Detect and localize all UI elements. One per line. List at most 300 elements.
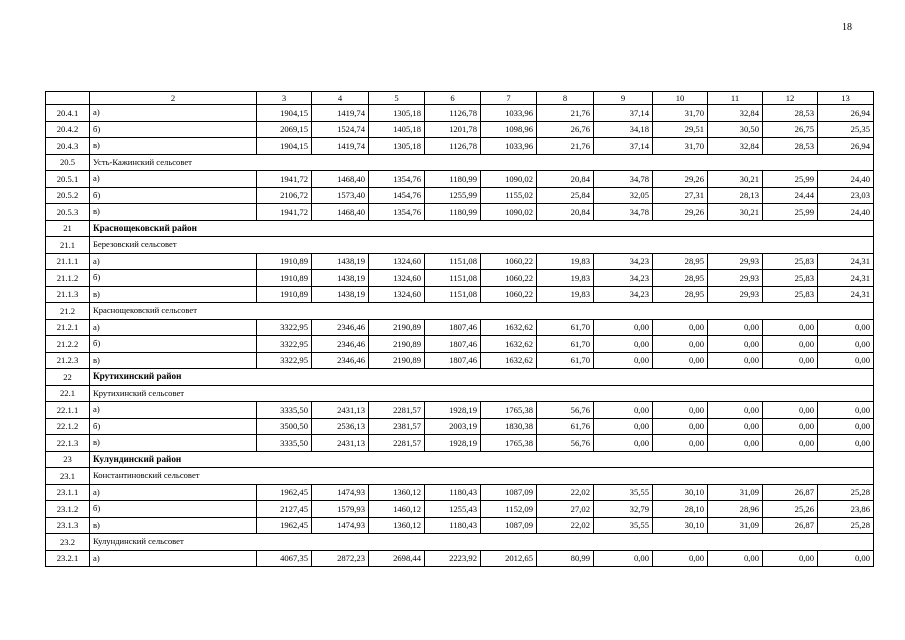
row-number: 21.1.3 [46,286,90,303]
value-cell: 34,78 [594,204,653,221]
value-cell: 26,87 [763,517,818,534]
council-row [46,385,874,402]
value-cell: 30,10 [653,517,708,534]
row-number: 20.4.1 [46,105,90,122]
table-body [46,92,874,567]
value-cell: 2281,57 [369,402,425,419]
council-row [46,237,874,254]
row-number: 23.1.2 [46,501,90,518]
value-cell: 2127,45 [257,501,312,518]
value-cell: 2190,89 [369,336,425,353]
row-number: 20.5 [46,154,90,171]
value-cell: 1468,40 [312,204,369,221]
value-cell: 1180,43 [425,517,481,534]
value-cell: 3335,50 [257,435,312,452]
row-label: а) [90,253,257,270]
row-number: 21.2 [46,303,90,320]
value-cell: 29,93 [708,253,763,270]
value-cell: 37,14 [594,105,653,122]
value-cell: 1060,22 [481,253,537,270]
value-cell: 1765,38 [481,402,537,419]
table-row [46,270,874,287]
council-title: Усть-Кажинский сельсовет [90,154,874,171]
table-row [46,204,874,221]
row-number: 22.1.1 [46,402,90,419]
row-label: в) [90,204,257,221]
row-number: 22.1 [46,385,90,402]
row-label: а) [90,319,257,336]
value-cell: 80,99 [537,550,594,567]
value-cell: 0,00 [653,550,708,567]
value-cell: 1255,99 [425,187,481,204]
value-cell: 1180,43 [425,484,481,501]
value-cell: 1632,62 [481,352,537,369]
value-cell: 0,00 [594,336,653,353]
value-cell: 0,00 [594,550,653,567]
value-cell: 1087,09 [481,517,537,534]
value-cell: 31,70 [653,105,708,122]
value-cell: 0,00 [594,435,653,452]
table-row [46,286,874,303]
table-row [46,171,874,188]
value-cell: 1060,22 [481,270,537,287]
value-cell: 0,00 [708,435,763,452]
value-cell: 1324,60 [369,270,425,287]
table-row [46,501,874,518]
value-cell: 0,00 [818,402,874,419]
row-label: а) [90,402,257,419]
value-cell: 29,51 [653,121,708,138]
value-cell: 0,00 [818,319,874,336]
value-cell: 32,79 [594,501,653,518]
table-row [46,253,874,270]
value-cell: 1460,12 [369,501,425,518]
row-number: 21.1.1 [46,253,90,270]
district-row [46,369,874,386]
value-cell: 1573,40 [312,187,369,204]
value-cell: 1324,60 [369,253,425,270]
value-cell: 1060,22 [481,286,537,303]
value-cell: 29,26 [653,171,708,188]
value-cell: 2012,65 [481,550,537,567]
header-row [46,92,874,105]
value-cell: 26,94 [818,138,874,155]
value-cell: 1155,02 [481,187,537,204]
row-label: а) [90,484,257,501]
row-number: 22 [46,369,90,386]
value-cell: 25,83 [763,286,818,303]
table-row [46,105,874,122]
header-cell: 7 [481,92,537,105]
value-cell: 20,84 [537,171,594,188]
value-cell: 2346,46 [312,336,369,353]
value-cell: 0,00 [653,418,708,435]
value-cell: 35,55 [594,484,653,501]
value-cell: 27,31 [653,187,708,204]
value-cell: 28,10 [653,501,708,518]
council-title: Березовский сельсовет [90,237,874,254]
value-cell: 56,76 [537,402,594,419]
value-cell: 1090,02 [481,171,537,188]
value-cell: 24,31 [818,286,874,303]
value-cell: 25,83 [763,253,818,270]
value-cell: 0,00 [818,435,874,452]
value-cell: 4067,35 [257,550,312,567]
value-cell: 2190,89 [369,319,425,336]
value-cell: 19,83 [537,253,594,270]
value-cell: 24,44 [763,187,818,204]
value-cell: 34,23 [594,253,653,270]
value-cell: 0,00 [763,336,818,353]
value-cell: 0,00 [708,418,763,435]
value-cell: 28,95 [653,270,708,287]
value-cell: 30,50 [708,121,763,138]
value-cell: 29,93 [708,286,763,303]
value-cell: 0,00 [708,550,763,567]
value-cell: 1354,76 [369,204,425,221]
value-cell: 1632,62 [481,319,537,336]
council-row [46,303,874,320]
table-row [46,517,874,534]
value-cell: 1454,76 [369,187,425,204]
table-row [46,187,874,204]
value-cell: 1910,89 [257,286,312,303]
value-cell: 3322,95 [257,336,312,353]
value-cell: 1438,19 [312,286,369,303]
row-number: 23.2.1 [46,550,90,567]
value-cell: 24,31 [818,270,874,287]
value-cell: 28,13 [708,187,763,204]
value-cell: 2003,19 [425,418,481,435]
header-cell: 12 [763,92,818,105]
value-cell: 1438,19 [312,253,369,270]
value-cell: 1419,74 [312,105,369,122]
row-number: 20.4.2 [46,121,90,138]
value-cell: 0,00 [763,418,818,435]
value-cell: 26,94 [818,105,874,122]
table-row [46,138,874,155]
page-number: 18 [842,22,852,33]
value-cell: 25,35 [818,121,874,138]
value-cell: 24,31 [818,253,874,270]
value-cell: 0,00 [653,402,708,419]
value-cell: 0,00 [708,319,763,336]
row-label: а) [90,550,257,567]
value-cell: 1405,18 [369,121,425,138]
row-label: б) [90,121,257,138]
value-cell: 3322,95 [257,319,312,336]
value-cell: 1033,96 [481,138,537,155]
row-label: б) [90,336,257,353]
value-cell: 0,00 [594,319,653,336]
value-cell: 2346,46 [312,319,369,336]
district-title: Краснощековский район [90,220,874,237]
value-cell: 31,09 [708,484,763,501]
value-cell: 19,83 [537,286,594,303]
table-row [46,418,874,435]
value-cell: 2872,23 [312,550,369,567]
value-cell: 1152,09 [481,501,537,518]
header-cell: 2 [90,92,257,105]
table-row [46,319,874,336]
tariff-table [45,91,874,567]
table-row [46,550,874,567]
header-cell: 4 [312,92,369,105]
value-cell: 25,83 [763,270,818,287]
row-label: в) [90,435,257,452]
value-cell: 3322,95 [257,352,312,369]
value-cell: 0,00 [763,402,818,419]
value-cell: 2106,72 [257,187,312,204]
header-cell: 11 [708,92,763,105]
value-cell: 0,00 [708,336,763,353]
row-number: 22.1.2 [46,418,90,435]
row-number: 21.1.2 [46,270,90,287]
district-title: Кулундинский район [90,451,874,468]
value-cell: 0,00 [594,402,653,419]
council-title: Крутихинский сельсовет [90,385,874,402]
value-cell: 28,53 [763,105,818,122]
council-row [46,534,874,551]
value-cell: 35,55 [594,517,653,534]
row-label: а) [90,105,257,122]
value-cell: 2536,13 [312,418,369,435]
value-cell: 61,70 [537,319,594,336]
value-cell: 1438,19 [312,270,369,287]
value-cell: 26,75 [763,121,818,138]
value-cell: 32,05 [594,187,653,204]
value-cell: 1910,89 [257,270,312,287]
value-cell: 1033,96 [481,105,537,122]
value-cell: 32,84 [708,105,763,122]
table-row [46,121,874,138]
value-cell: 2281,57 [369,435,425,452]
value-cell: 25,28 [818,517,874,534]
value-cell: 1098,96 [481,121,537,138]
value-cell: 30,21 [708,204,763,221]
row-label: в) [90,138,257,155]
header-cell: 9 [594,92,653,105]
value-cell: 1360,12 [369,484,425,501]
row-number: 20.5.2 [46,187,90,204]
value-cell: 0,00 [708,352,763,369]
value-cell: 56,76 [537,435,594,452]
value-cell: 20,84 [537,204,594,221]
value-cell: 1151,08 [425,286,481,303]
header-cell-empty [46,92,90,105]
value-cell: 1962,45 [257,517,312,534]
row-number: 21.2.3 [46,352,90,369]
value-cell: 22,02 [537,517,594,534]
value-cell: 3500,50 [257,418,312,435]
row-number: 21.2.2 [46,336,90,353]
row-number: 23.2 [46,534,90,551]
value-cell: 23,86 [818,501,874,518]
value-cell: 1904,15 [257,105,312,122]
value-cell: 0,00 [763,319,818,336]
value-cell: 30,10 [653,484,708,501]
value-cell: 23,03 [818,187,874,204]
header-cell: 10 [653,92,708,105]
value-cell: 25,99 [763,204,818,221]
value-cell: 1126,78 [425,138,481,155]
value-cell: 25,84 [537,187,594,204]
table-row [46,484,874,501]
value-cell: 21,76 [537,138,594,155]
row-label: б) [90,187,257,204]
value-cell: 34,78 [594,171,653,188]
value-cell: 0,00 [763,352,818,369]
row-number: 21 [46,220,90,237]
row-label: б) [90,418,257,435]
value-cell: 1255,43 [425,501,481,518]
header-cell: 13 [818,92,874,105]
value-cell: 1151,08 [425,253,481,270]
value-cell: 28,96 [708,501,763,518]
row-label: б) [90,270,257,287]
value-cell: 61,76 [537,418,594,435]
district-title: Крутихинский район [90,369,874,386]
value-cell: 0,00 [653,336,708,353]
value-cell: 27,02 [537,501,594,518]
value-cell: 0,00 [818,550,874,567]
value-cell: 1807,46 [425,336,481,353]
value-cell: 26,87 [763,484,818,501]
value-cell: 1579,93 [312,501,369,518]
value-cell: 1904,15 [257,138,312,155]
value-cell: 30,21 [708,171,763,188]
row-label: б) [90,501,257,518]
row-number: 20.5.3 [46,204,90,221]
table-row [46,352,874,369]
value-cell: 1305,18 [369,138,425,155]
value-cell: 25,26 [763,501,818,518]
value-cell: 29,26 [653,204,708,221]
value-cell: 1360,12 [369,517,425,534]
value-cell: 2381,57 [369,418,425,435]
value-cell: 0,00 [763,435,818,452]
value-cell: 34,23 [594,270,653,287]
row-number: 23.1.1 [46,484,90,501]
table-row [46,336,874,353]
value-cell: 28,95 [653,253,708,270]
value-cell: 1807,46 [425,319,481,336]
value-cell: 34,23 [594,286,653,303]
header-cell: 8 [537,92,594,105]
value-cell: 1474,93 [312,484,369,501]
value-cell: 1324,60 [369,286,425,303]
value-cell: 3335,50 [257,402,312,419]
value-cell: 0,00 [818,336,874,353]
row-number: 20.4.3 [46,138,90,155]
value-cell: 1354,76 [369,171,425,188]
value-cell: 61,70 [537,352,594,369]
district-row [46,451,874,468]
header-cell: 6 [425,92,481,105]
value-cell: 24,40 [818,171,874,188]
value-cell: 32,84 [708,138,763,155]
value-cell: 0,00 [653,319,708,336]
value-cell: 1087,09 [481,484,537,501]
value-cell: 1305,18 [369,105,425,122]
value-cell: 28,53 [763,138,818,155]
row-number: 23.1 [46,468,90,485]
value-cell: 21,76 [537,105,594,122]
value-cell: 2346,46 [312,352,369,369]
row-label: а) [90,171,257,188]
row-number: 21.1 [46,237,90,254]
council-title: Константиновский сельсовет [90,468,874,485]
value-cell: 2431,13 [312,402,369,419]
value-cell: 2190,89 [369,352,425,369]
district-row [46,220,874,237]
value-cell: 31,09 [708,517,763,534]
value-cell: 1090,02 [481,204,537,221]
row-number: 22.1.3 [46,435,90,452]
value-cell: 19,83 [537,270,594,287]
value-cell: 1941,72 [257,171,312,188]
value-cell: 1419,74 [312,138,369,155]
value-cell: 1468,40 [312,171,369,188]
council-title: Краснощековский сельсовет [90,303,874,320]
row-label: в) [90,286,257,303]
council-row [46,468,874,485]
value-cell: 37,14 [594,138,653,155]
council-row [46,154,874,171]
row-number: 23.1.3 [46,517,90,534]
value-cell: 31,70 [653,138,708,155]
value-cell: 1941,72 [257,204,312,221]
value-cell: 22,02 [537,484,594,501]
row-label: в) [90,517,257,534]
row-number: 20.5.1 [46,171,90,188]
value-cell: 1962,45 [257,484,312,501]
value-cell: 24,40 [818,204,874,221]
council-title: Кулундинский сельсовет [90,534,874,551]
value-cell: 1180,99 [425,204,481,221]
value-cell: 0,00 [763,550,818,567]
value-cell: 0,00 [594,418,653,435]
value-cell: 1524,74 [312,121,369,138]
row-number: 23 [46,451,90,468]
row-number: 21.2.1 [46,319,90,336]
value-cell: 1151,08 [425,270,481,287]
value-cell: 29,93 [708,270,763,287]
value-cell: 0,00 [594,352,653,369]
value-cell: 1765,38 [481,435,537,452]
value-cell: 0,00 [653,352,708,369]
value-cell: 25,28 [818,484,874,501]
value-cell: 26,76 [537,121,594,138]
value-cell: 1910,89 [257,253,312,270]
value-cell: 0,00 [708,402,763,419]
value-cell: 1807,46 [425,352,481,369]
value-cell: 1928,19 [425,402,481,419]
value-cell: 0,00 [653,435,708,452]
table-row [46,402,874,419]
header-cell: 3 [257,92,312,105]
value-cell: 1632,62 [481,336,537,353]
row-label: в) [90,352,257,369]
value-cell: 0,00 [818,352,874,369]
value-cell: 1201,78 [425,121,481,138]
value-cell: 2223,92 [425,550,481,567]
value-cell: 1126,78 [425,105,481,122]
header-cell: 5 [369,92,425,105]
value-cell: 1830,38 [481,418,537,435]
value-cell: 2431,13 [312,435,369,452]
value-cell: 1928,19 [425,435,481,452]
